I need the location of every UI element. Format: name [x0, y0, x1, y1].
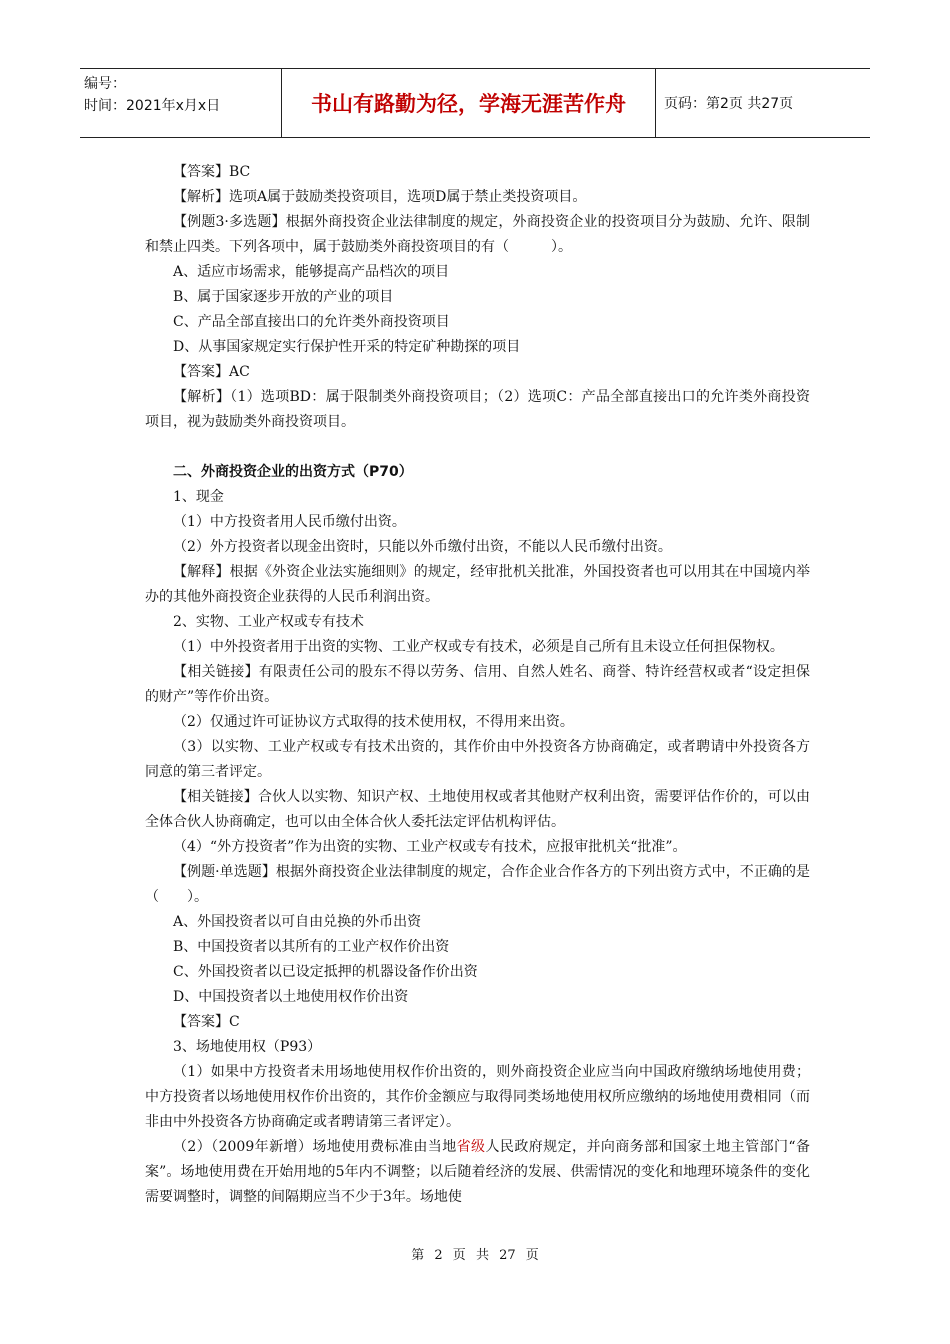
- text-run: （2）（2009年新增）场地使用费标准由当地: [173, 1139, 457, 1155]
- document-body: [145, 160, 810, 1210]
- option-b: B、属于国家逐步开放的产业的项目: [173, 289, 394, 305]
- text-run: 人民政府规定，并向商务部和国家土地主管部门“备案”。场地使用费在开始用地的5年内不调整；以后随着经济的发展、供需情况的变化和地理环境条件的变化需要调整时，调整的间隔期应当不少于3年。场地使: [145, 1139, 811, 1205]
- example-question: 【例题3·多选题】根据外商投资企业法律制度的规定，外商投资企业的投资项目分为鼓励、允许、限制和禁止四类。下列各项中，属于鼓励类外商投资项目的有（ ）。: [145, 214, 810, 255]
- related-link-paragraph: 【相关链接】合伙人以实物、知识产权、土地使用权或者其他财产权利出资，需要评估作价的，可以由全体合伙人协商确定，也可以由全体合伙人委托法定评估机构评估。: [145, 789, 810, 830]
- subheading-cash: 1、现金: [173, 489, 224, 505]
- footer-ye: 页: [525, 1248, 539, 1263]
- page-header: [80, 68, 870, 138]
- footer-di: 第: [411, 1248, 425, 1263]
- example-question: 【例题·单选题】根据外商投资企业法律制度的规定，合作企业合作各方的下列出资方式中，不正确的是（ ）。: [145, 864, 810, 905]
- footer-gong: 共: [475, 1248, 489, 1263]
- header-page-info: 页码：第2页 共27页: [664, 96, 794, 112]
- header-number-label: 编号：: [84, 76, 126, 92]
- footer-ye: 页: [452, 1248, 466, 1263]
- paragraph: （4）“外方投资者”作为出资的实物、工业产权或专有技术，应报审批机关“批准”。: [173, 839, 687, 855]
- paragraph: （2）仅通过许可证协议方式取得的技术使用权，不得用来出资。: [173, 714, 574, 730]
- option-c: C、外国投资者以已设定抵押的机器设备作价出资: [173, 964, 478, 980]
- header-meta: [80, 69, 282, 137]
- option-c: C、产品全部直接出口的允许类外商投资项目: [173, 314, 450, 330]
- option-a: A、适应市场需求，能够提高产品档次的项目: [173, 264, 450, 280]
- footer-total-pages: 27: [499, 1248, 516, 1263]
- answer-line: 【答案】AC: [173, 364, 250, 380]
- option-a: A、外国投资者以可自由兑换的外币出资: [173, 914, 422, 930]
- answer-line: 【答案】C: [173, 1014, 240, 1030]
- option-d: D、从事国家规定实行保护性开采的特定矿种勘探的项目: [173, 339, 521, 355]
- footer-current-page: 2: [434, 1248, 443, 1263]
- paragraph: （1）中外投资者用于出资的实物、工业产权或专有技术，必须是自己所有且未设立任何担保物权。: [173, 639, 784, 655]
- header-time: 时间：2021年x月x日: [84, 98, 221, 114]
- paragraph: （1）中方投资者用人民币缴付出资。: [173, 514, 406, 530]
- paragraph-land-fee: [145, 1135, 810, 1210]
- paragraph: （1）如果中方投资者未用场地使用权作价出资的，则外商投资企业应当向中国政府缴纳场地使用费；中方投资者以场地使用权作价出资的，其作价金额应与取得同类场地使用权所应缴纳的场地使用费相同（而非由中外投资各方协商确定或者聘请第三者评定）。: [145, 1064, 810, 1130]
- answer-line: 【答案】BC: [173, 164, 251, 180]
- paragraph: （2）外方投资者以现金出资时，只能以外币缴付出资，不能以人民币缴付出资。: [173, 539, 672, 555]
- analysis-line: 【解析】选项A属于鼓励类投资项目，选项D属于禁止类投资项目。: [173, 189, 587, 205]
- subheading-land-use: 3、场地使用权（P93）: [173, 1039, 322, 1055]
- paragraph: （3）以实物、工业产权或专有技术出资的，其作价由中外投资各方协商确定，或者聘请中外投资各方同意的第三者评定。: [145, 739, 810, 780]
- option-d: D、中国投资者以土地使用权作价出资: [173, 989, 409, 1005]
- related-link-paragraph: 【相关链接】有限责任公司的股东不得以劳务、信用、自然人姓名、商誉、特许经营权或者“设定担保的财产”等作价出资。: [145, 664, 810, 705]
- explanation-paragraph: 【解释】根据《外资企业法实施细则》的规定，经审批机关批准，外国投资者也可以用其在中国境内举办的其他外商投资企业获得的人民币利润出资。: [145, 564, 810, 605]
- subheading-property: 2、实物、工业产权或专有技术: [173, 614, 364, 630]
- header-motto: 书山有路勤为径，学海无涯苦作舟: [282, 69, 656, 137]
- highlight-provincial: 省级: [456, 1139, 486, 1155]
- page-footer: [0, 1244, 950, 1263]
- analysis-line: 【解析】（1）选项BD：属于限制类外商投资项目；（2）选项C：产品全部直接出口的允许类外商投资项目，视为鼓励类外商投资项目。: [145, 389, 810, 430]
- option-b: B、中国投资者以其所有的工业产权作价出资: [173, 939, 450, 955]
- section-heading: 二、外商投资企业的出资方式（P70）: [173, 464, 413, 480]
